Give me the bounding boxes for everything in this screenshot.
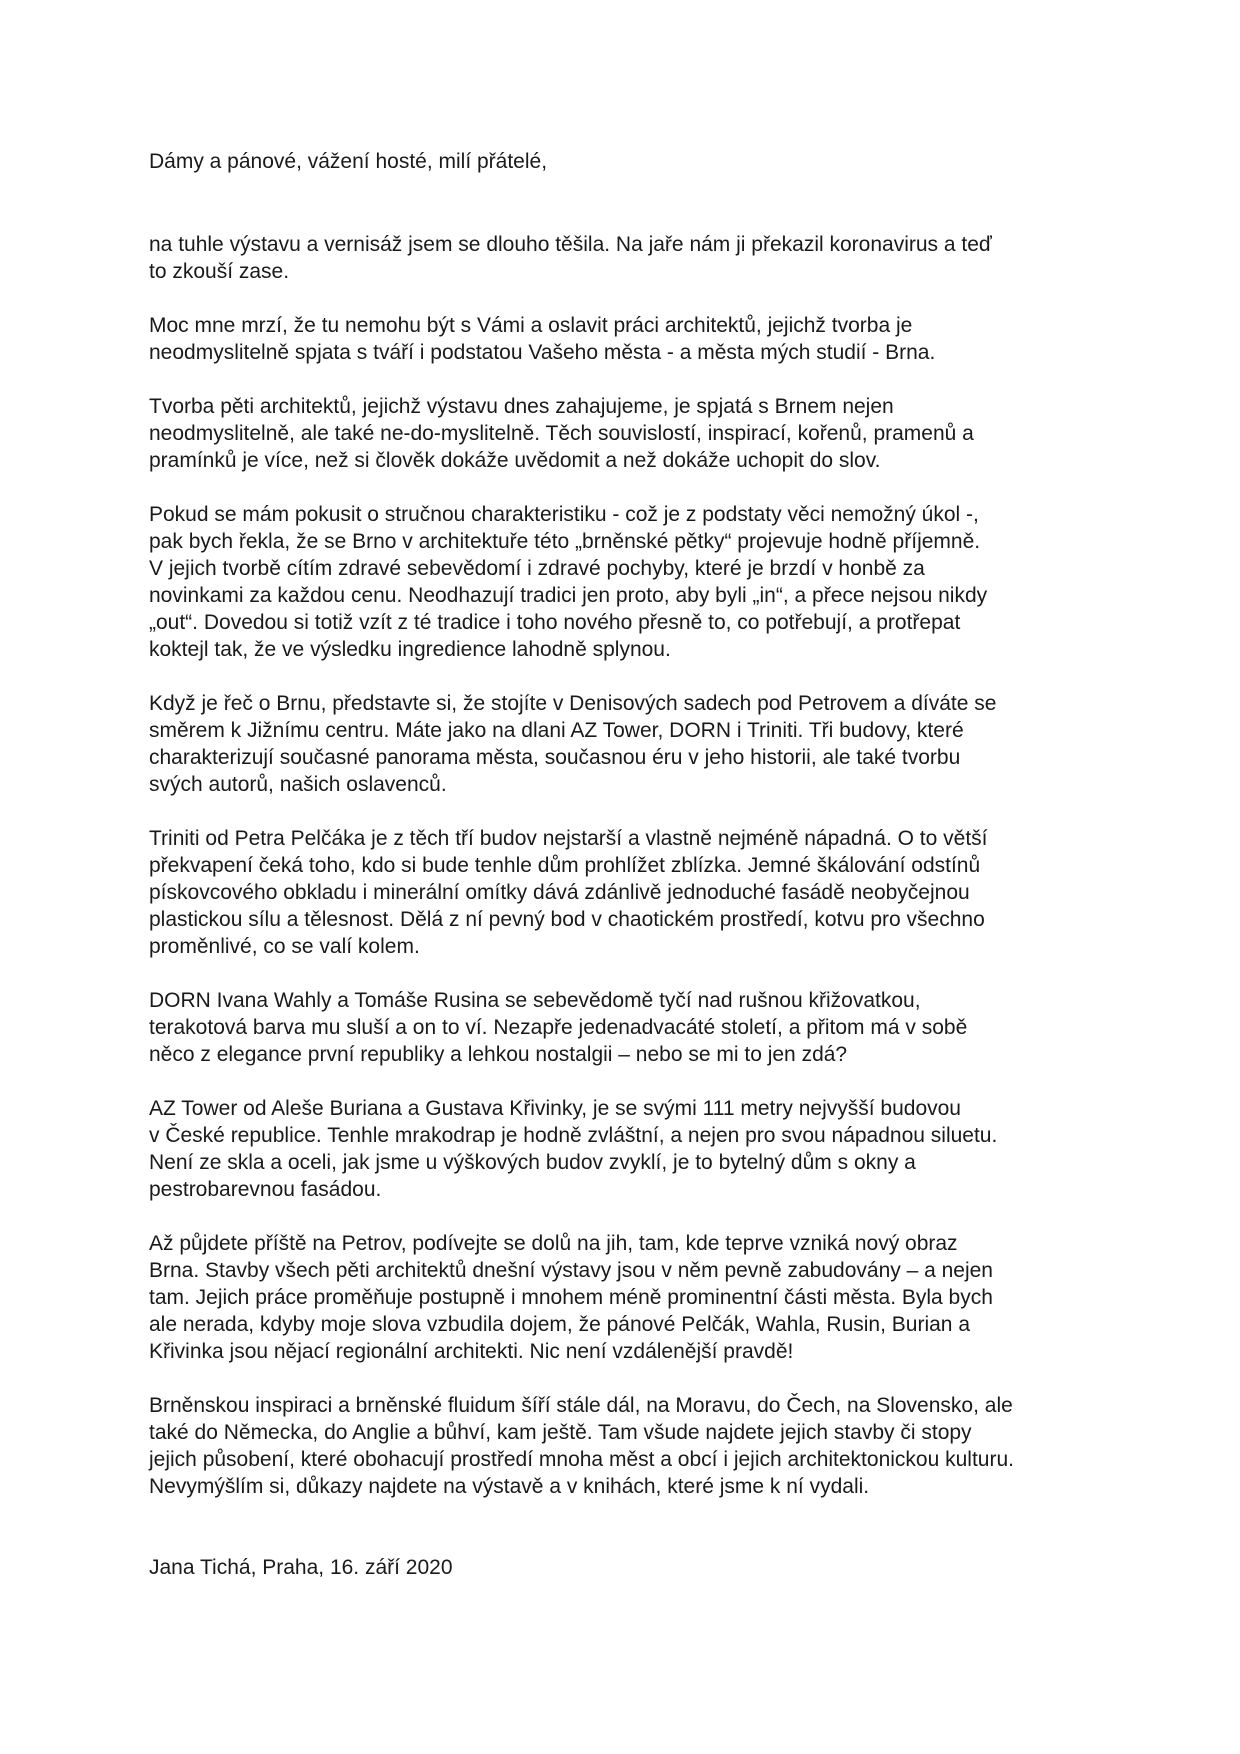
signature: Jana Tichá, Praha, 16. září 2020 — [149, 1556, 453, 1579]
text-line: svých autorů, našich oslavenců. — [149, 773, 447, 796]
text-line: pestrobarevnou fasádou. — [149, 1178, 382, 1201]
text-line: tam. Jejich práce proměňuje postupně i mnohem méně prominentní části města. Byla bych — [149, 1286, 993, 1309]
text-line: Brněnskou inspiraci a brněnské fluidum šíří stále dál, na Moravu, do Čech, na Slovensko, ale — [149, 1394, 1013, 1417]
text-line: také do Německa, do Anglie a bůhví, kam ještě. Tam všude najdete jejich stavby či stopy — [149, 1421, 972, 1444]
text-line: Až půjdete příště na Petrov, podívejte se dolů na jih, tam, kde teprve vzniká nový obraz — [149, 1232, 958, 1255]
paragraph — [149, 312, 1099, 366]
text-line: to zkouší zase. — [149, 260, 290, 283]
text-line: V jejich tvorbě cítím zdravé sebevědomí i zdravé pochyby, které je brzdí v honbě za — [149, 557, 925, 580]
text-line: „out“. Dovedou si totiž vzít z té tradice i toho nového přesně to, co potřebují, a protřepat — [149, 611, 961, 634]
paragraph — [149, 825, 1099, 960]
text-line: Nevymýšlím si, důkazy najdete na výstavě a v knihách, které jsme k ní vydali. — [149, 1475, 870, 1498]
paragraph — [149, 501, 1099, 663]
text-line: charakterizují současné panorama města, současnou éru v jeho historii, ale také tvorbu — [149, 746, 961, 769]
text-line: plastickou sílu a tělesnost. Dělá z ní pevný bod v chaotickém prostředí, kotvu pro všechno — [149, 908, 985, 931]
text-line: Křivinka jsou nějací regionální architekti. Nic není vzdálenější pravdě! — [149, 1340, 794, 1363]
text-line: AZ Tower od Aleše Buriana a Gustava Křivinky, je se svými 111 metry nejvyšší budovou — [149, 1097, 961, 1120]
text-line: pak bych řekla, že se Brno v architektuře této „brněnské pětky“ projevuje hodně příjemně. — [149, 530, 981, 553]
text-line: koktejl tak, že ve výsledku ingredience lahodně splynou. — [149, 638, 671, 661]
paragraph — [149, 393, 1099, 474]
letter-page — [149, 148, 1099, 1602]
text-line: Není ze skla a oceli, jak jsme u výškových budov zvyklí, je to bytelný dům s okny a — [149, 1151, 916, 1174]
text-line: novinkami za každou cenu. Neodhazují tradici jen proto, aby byli „in“, a přece nejsou nikdy — [149, 584, 988, 607]
text-line: v České republice. Tenhle mrakodrap je hodně zvláštní, a nejen pro svou nápadnou siluetu. — [149, 1124, 998, 1147]
text-line: DORN Ivana Wahly a Tomáše Rusina se sebevědomě tyčí nad rušnou křižovatkou, — [149, 989, 921, 1012]
text-line: Pokud se mám pokusit o stručnou charakteristiku - což je z podstaty věci nemožný úkol -, — [149, 503, 979, 526]
text-line: neodmyslitelně, ale také ne-do-myslitelně. Těch souvislostí, inspirací, kořenů, pramenů a — [149, 422, 974, 445]
paragraph — [149, 987, 1099, 1068]
text-line: něco z elegance první republiky a lehkou nostalgii – nebo se mi to jen zdá? — [149, 1043, 848, 1066]
text-line: Triniti od Petra Pelčáka je z těch tří budov nejstarší a vlastně nejméně nápadná. O to větší — [149, 827, 988, 850]
paragraph — [149, 1230, 1099, 1365]
salutation: Dámy a pánové, vážení hosté, milí přátelé, — [149, 150, 548, 173]
text-line: pramínků je více, než si člověk dokáže uvědomit a než dokáže uchopit do slov. — [149, 449, 881, 472]
text-line: Tvorba pěti architektů, jejichž výstavu dnes zahajujeme, je spjatá s Brnem nejen — [149, 395, 894, 418]
text-line: Moc mne mrzí, že tu nemohu být s Vámi a oslavit práci architektů, jejichž tvorba je — [149, 314, 913, 337]
text-line: pískovcového obkladu i minerální omítky dává zdánlivě jednoduché fasádě neobyčejnou — [149, 881, 970, 904]
paragraph — [149, 1392, 1099, 1500]
letter-body — [149, 231, 1099, 1500]
paragraph — [149, 231, 1099, 285]
text-line: terakotová barva mu sluší a on to ví. Nezapře jedenadvacáté století, a přitom má v sobě — [149, 1016, 968, 1039]
text-line: směrem k Jižnímu centru. Máte jako na dlani AZ Tower, DORN i Triniti. Tři budovy, které — [149, 719, 964, 742]
paragraph — [149, 1095, 1099, 1203]
text-line: neodmyslitelně spjata s tváří i podstatou Vašeho města - a města mých studií - Brna. — [149, 341, 936, 364]
text-line: ale nerada, kdyby moje slova vzbudila dojem, že pánové Pelčák, Wahla, Rusin, Burian a — [149, 1313, 970, 1336]
text-line: Brna. Stavby všech pěti architektů dnešní výstavy jsou v něm pevně zabudovány – a nejen — [149, 1259, 993, 1282]
paragraph — [149, 690, 1099, 798]
text-line: proměnlivé, co se valí kolem. — [149, 935, 420, 958]
text-line: Když je řeč o Brnu, představte si, že stojíte v Denisových sadech pod Petrovem a díváte se — [149, 692, 997, 715]
text-line: jejich působení, které obohacují prostředí mnoha měst a obcí i jejich architektonickou kulturu. — [149, 1448, 1014, 1471]
text-line: překvapení čeká toho, kdo si bude tenhle dům prohlížet zblízka. Jemné škálování odstínů — [149, 854, 981, 877]
text-line: na tuhle výstavu a vernisáž jsem se dlouho těšila. Na jaře nám ji překazil koronavirus a teď — [149, 233, 992, 256]
